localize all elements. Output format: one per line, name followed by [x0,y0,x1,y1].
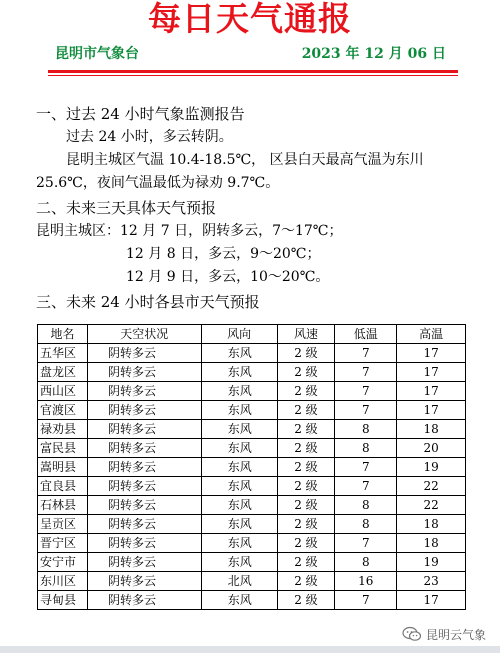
cell-low-temp: 7 [335,534,397,553]
col-header-sky: 天空状况 [87,325,201,344]
cell-place: 禄劝县 [38,420,88,439]
cell-wind-speed: 2 级 [277,534,335,553]
table-row [38,382,466,401]
cell-wind-speed: 2 级 [277,458,335,477]
section3-heading: 三、未来 24 小时各县市天气预报 [36,293,260,311]
cell-wind-direction: 东风 [201,401,277,420]
header-rule-thin [48,75,458,76]
cell-low-temp: 7 [335,382,397,401]
cell-sky: 阴转多云 [87,439,201,458]
cell-place: 安宁市 [38,553,88,572]
cell-high-temp: 18 [397,534,466,553]
cell-place: 石林县 [38,496,88,515]
cell-place: 嵩明县 [38,458,88,477]
cell-place: 东川区 [38,572,88,591]
table-row [38,496,466,515]
cell-wind-speed: 2 级 [277,515,335,534]
section2-line: 12 月 9 日，多云，10～20℃。 [126,269,330,285]
cell-place: 西山区 [38,382,88,401]
cell-high-temp: 18 [397,420,466,439]
section2-line: 12 月 8 日，多云，9～20℃； [126,246,321,262]
col-header-wind-direction: 风向 [201,325,277,344]
cell-wind-direction: 东风 [201,591,277,610]
cell-sky: 阴转多云 [87,515,201,534]
cell-high-temp: 17 [397,382,466,401]
cell-wind-direction: 东风 [201,344,277,363]
cell-high-temp: 19 [397,553,466,572]
cell-sky: 阴转多云 [87,458,201,477]
col-header-high-temp: 高温 [397,325,466,344]
table-row [38,401,466,420]
cell-wind-direction: 东风 [201,477,277,496]
issuer-name: 昆明市气象台 [55,46,139,62]
col-header-place: 地名 [38,325,88,344]
cell-sky: 阴转多云 [87,363,201,382]
cell-wind-direction: 东风 [201,363,277,382]
cell-high-temp: 19 [397,458,466,477]
cell-low-temp: 16 [335,572,397,591]
cell-place: 五华区 [38,344,88,363]
section1-heading: 一、过去 24 小时气象监测报告 [36,105,245,123]
cell-sky: 阴转多云 [87,534,201,553]
table-row [38,572,466,591]
cell-high-temp: 17 [397,401,466,420]
cell-wind-direction: 东风 [201,382,277,401]
table-row [38,534,466,553]
bottom-bar [0,646,500,653]
cell-low-temp: 7 [335,458,397,477]
watermark [402,624,486,644]
cell-wind-speed: 2 级 [277,477,335,496]
cell-low-temp: 8 [335,420,397,439]
cell-place: 寻甸县 [38,591,88,610]
cell-wind-direction: 东风 [201,553,277,572]
cell-low-temp: 8 [335,515,397,534]
cell-wind-direction: 北风 [201,572,277,591]
cell-low-temp: 8 [335,553,397,572]
cell-wind-direction: 东风 [201,515,277,534]
issue-date: 2023 年 12 月 06 日 [301,46,446,62]
cell-low-temp: 7 [335,591,397,610]
table-row [38,515,466,534]
section2-heading: 二、未来三天具体天气预报 [36,199,217,217]
cell-place: 宜良县 [38,477,88,496]
cell-wind-speed: 2 级 [277,572,335,591]
cell-wind-direction: 东风 [201,496,277,515]
cell-sky: 阴转多云 [87,572,201,591]
cell-wind-speed: 2 级 [277,591,335,610]
cell-high-temp: 17 [397,363,466,382]
cell-high-temp: 22 [397,477,466,496]
table-row [38,477,466,496]
cell-wind-speed: 2 级 [277,363,335,382]
cell-sky: 阴转多云 [87,553,201,572]
table-header-row [38,325,466,344]
table-row [38,458,466,477]
cell-sky: 阴转多云 [87,344,201,363]
cell-place: 盘龙区 [38,363,88,382]
cell-low-temp: 7 [335,344,397,363]
cell-high-temp: 23 [397,572,466,591]
cell-low-temp: 7 [335,477,397,496]
col-header-wind-speed: 风速 [277,325,335,344]
cell-sky: 阴转多云 [87,382,201,401]
cell-sky: 阴转多云 [87,496,201,515]
cell-wind-speed: 2 级 [277,496,335,515]
cell-wind-speed: 2 级 [277,401,335,420]
cell-wind-speed: 2 级 [277,439,335,458]
cell-sky: 阴转多云 [87,477,201,496]
cell-wind-speed: 2 级 [277,420,335,439]
cell-low-temp: 8 [335,496,397,515]
table-row [38,363,466,382]
col-header-low-temp: 低温 [335,325,397,344]
cell-wind-direction: 东风 [201,420,277,439]
cell-high-temp: 18 [397,515,466,534]
wechat-icon [402,626,422,642]
cell-place: 官渡区 [38,401,88,420]
cell-sky: 阴转多云 [87,420,201,439]
cell-place: 富民县 [38,439,88,458]
cell-wind-direction: 东风 [201,439,277,458]
cell-low-temp: 7 [335,363,397,382]
cell-wind-speed: 2 级 [277,382,335,401]
cell-wind-direction: 东风 [201,458,277,477]
table-row [38,553,466,572]
section1-line: 昆明主城区气温 10.4-18.5℃， 区县白天最高气温为东川 [66,152,424,168]
cell-place: 呈贡区 [38,515,88,534]
cell-low-temp: 7 [335,401,397,420]
cell-high-temp: 22 [397,496,466,515]
header-rule-thick [48,70,458,73]
cell-wind-direction: 东风 [201,534,277,553]
cell-wind-speed: 2 级 [277,553,335,572]
cell-wind-speed: 2 级 [277,344,335,363]
cell-high-temp: 17 [397,591,466,610]
cell-high-temp: 20 [397,439,466,458]
table-row [38,344,466,363]
cell-high-temp: 17 [397,344,466,363]
table-row [38,591,466,610]
section2-line: 昆明主城区：12 月 7 日，阴转多云，7～17℃； [36,223,343,239]
table-row [38,439,466,458]
bulletin-content [36,103,476,314]
cell-place: 晋宁区 [38,534,88,553]
county-forecast-table [37,324,466,610]
bulletin-title: 每日天气通报 [148,0,352,38]
watermark-text: 昆明云气象 [425,627,486,642]
cell-low-temp: 8 [335,439,397,458]
cell-sky: 阴转多云 [87,591,201,610]
section1-line: 过去 24 小时，多云转阴。 [66,129,233,145]
cell-sky: 阴转多云 [87,401,201,420]
table-row [38,420,466,439]
section1-line: 25.6℃，夜间气温最低为禄劝 9.7℃。 [36,175,280,191]
